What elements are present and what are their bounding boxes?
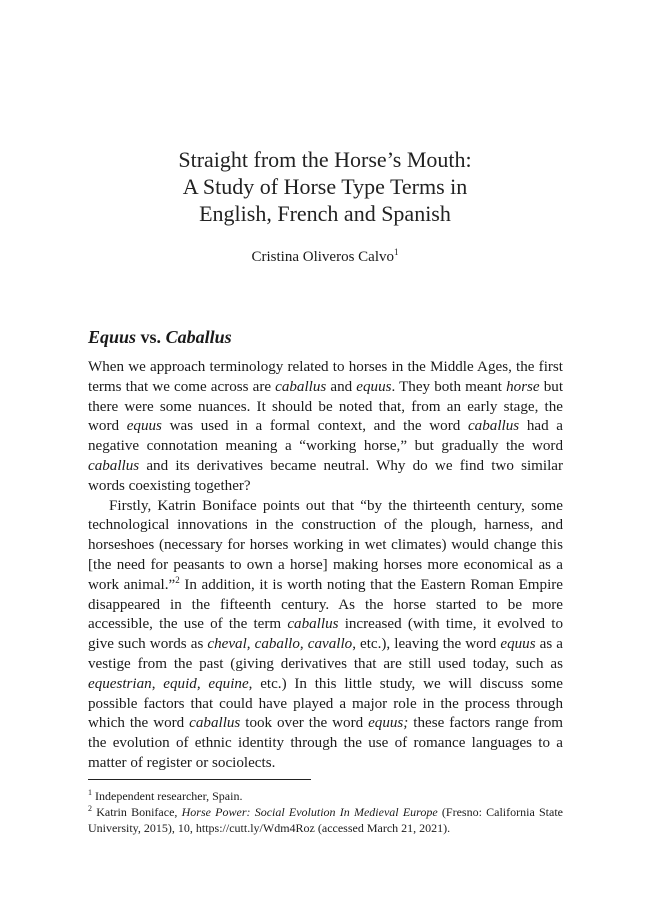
paragraph-1	[88, 358, 563, 497]
italic-term: caballus	[287, 616, 339, 633]
heading-term-equus: Equus	[88, 327, 137, 347]
text-run: ,	[246, 636, 255, 653]
italic-term: equestrian	[88, 675, 152, 692]
text-run: was used in a formal context, and the word	[161, 418, 468, 435]
italic-term: equus	[126, 418, 162, 435]
footnote-1	[88, 788, 563, 804]
italic-term: equus	[356, 378, 392, 395]
italic-term: caballus	[88, 457, 140, 474]
text-run: . They both meant	[391, 378, 507, 395]
section-heading	[88, 325, 232, 349]
text-run: and its derivatives became neutral. Why do we find two similar words coexisting together?	[88, 457, 563, 494]
author-name: Cristina Oliveros Calvo	[251, 249, 394, 265]
text-run: had a negative connotation meaning a “working horse,” but gradually the word	[88, 418, 563, 455]
text-run: and	[326, 378, 357, 395]
footnote-ref-2[interactable]: 2	[175, 574, 180, 585]
text-run: increased (with time, it evolved to give such words as	[88, 616, 564, 653]
body-text	[88, 358, 563, 774]
footnote-mark-2: 2	[88, 804, 92, 813]
italic-term: equus;	[368, 715, 409, 732]
footnote-text: Independent researcher, Spain.	[92, 789, 243, 803]
italic-term: caballus	[189, 715, 241, 732]
text-run: as a vestige from the past (giving derivatives that are still used today, such as	[88, 636, 564, 672]
text-run: In addition, it is worth noting that the Eastern Roman Empire disappeared in the fifteenth century. As the horse started to be more accessible, the use of the term	[88, 576, 563, 633]
italic-term: horse	[506, 378, 540, 395]
italic-term: equus	[500, 636, 536, 653]
text-run: ,	[299, 636, 308, 653]
footnote-separator	[88, 779, 311, 780]
text-run: ,	[151, 675, 164, 692]
text-run: Firstly, Katrin Boniface points out that “by the thirteenth century, some technological innovations in the construction of the plough, harness, and horseshoes (necessary for horses working in wet climates) would change this [the need for peasants to own a horse] making horses more economical as a work animal.”	[88, 497, 563, 593]
footnote-2	[88, 804, 563, 836]
text-run: When we approach terminology related to horses in the Middle Ages, the first terms that we come across are	[88, 359, 563, 395]
italic-term: caballo	[254, 636, 300, 653]
author-line	[88, 247, 562, 267]
author-footnote-mark: 1	[394, 247, 399, 257]
footnote-book-title: Horse Power: Social Evolution In Medieval Europe	[181, 805, 438, 819]
heading-vs: vs.	[136, 327, 166, 347]
title-line-1: Straight from the Horse’s Mouth:	[178, 147, 472, 172]
text-run: these factors range from the evolution of ethnic identity through the use of romance languages to a matter of register or sociolects.	[88, 715, 564, 771]
footnotes	[88, 788, 563, 836]
text-run: but there were some nuances. It should be noted that, from an early stage, the word	[88, 378, 564, 435]
text-run: , etc.), leaving the word	[352, 636, 501, 653]
text-run: , etc.) In this little study, we will discuss some possible factors that could have played a major role in the process through which the word	[88, 675, 563, 732]
title-line-2: A Study of Horse Type Terms in	[182, 174, 468, 199]
article-title	[88, 146, 562, 227]
text-run: ,	[196, 675, 209, 692]
italic-term: equid	[163, 675, 197, 692]
footnote-text: Katrin Boniface,	[92, 805, 182, 819]
italic-term: caballus	[275, 378, 327, 395]
footnote-mark-1: 1	[88, 788, 92, 797]
italic-term: equine	[208, 675, 249, 692]
text-run: took over the word	[240, 715, 369, 732]
italic-term: caballus	[467, 418, 520, 435]
paragraph-2	[88, 497, 563, 774]
italic-term: cheval	[207, 636, 247, 653]
italic-term: cavallo	[307, 636, 353, 653]
heading-term-caballus: Caballus	[165, 327, 232, 347]
title-line-3: English, French and Spanish	[199, 201, 451, 226]
footnote-text: (Fresno: California State University, 2015), 10, https://cutt.ly/Wdm4Roz (accessed March 21, 2021).	[88, 805, 563, 835]
